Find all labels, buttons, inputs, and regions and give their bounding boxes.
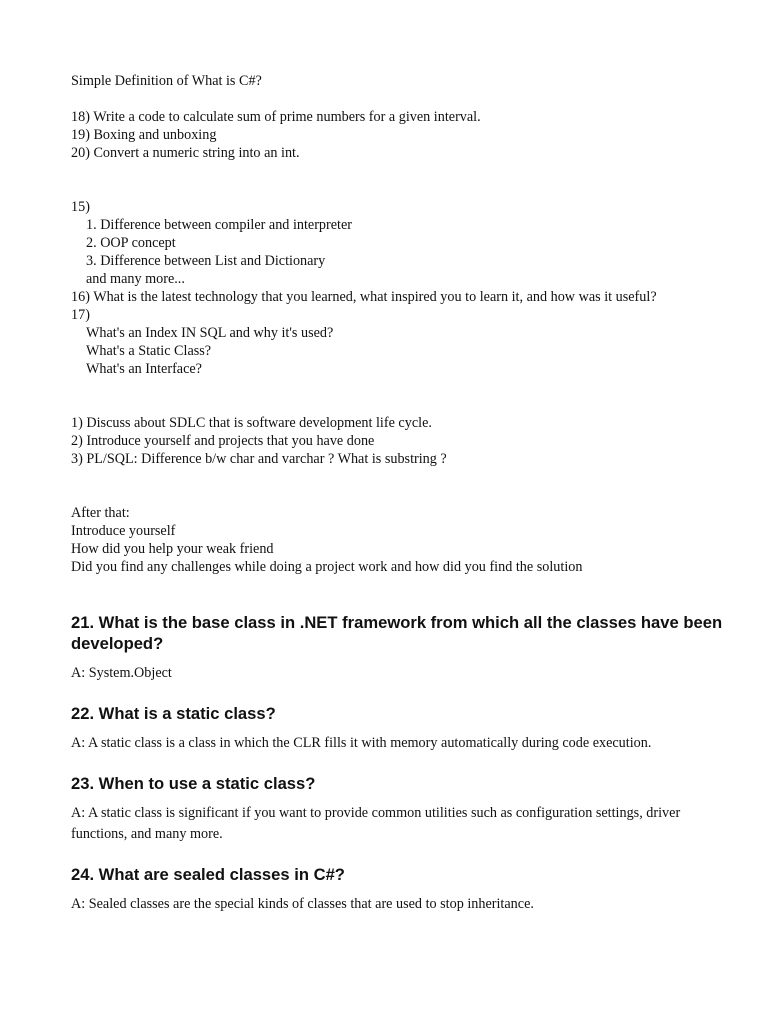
list-item: Did you find any challenges while doing a project work and how did you find the solution bbox=[71, 559, 583, 575]
question-20: 20) Convert a numeric string into an int. bbox=[71, 145, 300, 161]
question-17-number: 17) bbox=[71, 307, 90, 323]
question-1: 1) Discuss about SDLC that is software development life cycle. bbox=[71, 415, 432, 431]
question-18: 18) Write a code to calculate sum of prime numbers for a given interval. bbox=[71, 109, 481, 125]
qa-heading-22: 22. What is a static class? bbox=[71, 704, 276, 723]
qa-answer-22: A: A static class is a class in which the CLR fills it with memory automatically during code execution. bbox=[71, 735, 652, 751]
question-15-number: 15) bbox=[71, 199, 90, 215]
qa-heading-21: 21. What is the base class in .NET framework from which all the classes have been developed? bbox=[71, 613, 723, 653]
question-19: 19) Boxing and unboxing bbox=[71, 127, 217, 143]
list-item: and many more... bbox=[86, 271, 185, 287]
qa-answer-23: A: A static class is significant if you want to provide common utilities such as configuration settings, driver functions, and many more. bbox=[71, 805, 681, 842]
document-page bbox=[71, 72, 731, 915]
list-item: 2. OOP concept bbox=[86, 235, 176, 251]
list-item: 1. Difference between compiler and interpreter bbox=[86, 217, 353, 233]
list-item: 3. Difference between List and Dictionary bbox=[86, 253, 326, 269]
question-2: 2) Introduce yourself and projects that you have done bbox=[71, 433, 375, 449]
list-item: What's an Interface? bbox=[86, 361, 202, 377]
qa-answer-24: A: Sealed classes are the special kinds of classes that are used to stop inheritance. bbox=[71, 896, 534, 912]
after-that-label: After that: bbox=[71, 505, 130, 521]
qa-heading-24: 24. What are sealed classes in C#? bbox=[71, 865, 345, 884]
list-item: What's a Static Class? bbox=[86, 343, 212, 359]
intro-line: Simple Definition of What is C#? bbox=[71, 73, 262, 89]
list-item: Introduce yourself bbox=[71, 523, 176, 539]
question-3: 3) PL/SQL: Difference b/w char and varchar ? What is substring ? bbox=[71, 451, 447, 467]
list-item: What's an Index IN SQL and why it's used? bbox=[86, 325, 334, 341]
qa-answer-21: A: System.Object bbox=[71, 665, 172, 681]
qa-heading-23: 23. When to use a static class? bbox=[71, 774, 316, 793]
list-item: How did you help your weak friend bbox=[71, 541, 274, 557]
question-16: 16) What is the latest technology that you learned, what inspired you to learn it, and how was it useful? bbox=[71, 289, 657, 305]
